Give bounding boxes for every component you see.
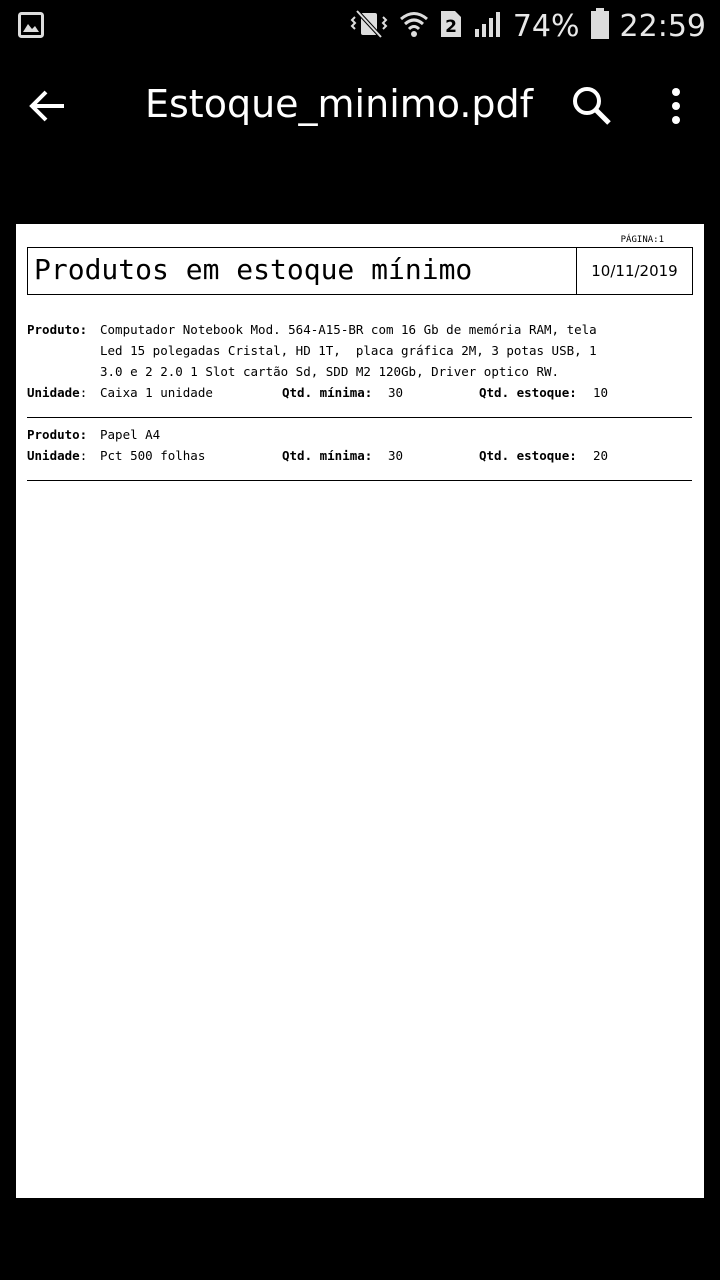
entry-divider bbox=[27, 417, 692, 418]
qtd-estoque-value: 20 bbox=[593, 448, 609, 463]
signal-strength-icon bbox=[473, 9, 503, 43]
back-arrow-icon[interactable] bbox=[28, 86, 68, 126]
wifi-icon bbox=[399, 9, 429, 43]
pdf-page[interactable] bbox=[16, 224, 704, 1198]
sim-slot-icon bbox=[439, 9, 463, 43]
clock: 22:59 bbox=[619, 8, 706, 44]
vibrate-mute-icon bbox=[349, 9, 389, 43]
report-date-value: 10/11/2019 bbox=[591, 262, 678, 280]
product-entry bbox=[27, 424, 691, 466]
qtd-estoque-label: Qtd. estoque: bbox=[479, 385, 577, 400]
unidade-label: Unidade: bbox=[27, 385, 88, 400]
unidade-label: Unidade: bbox=[27, 448, 88, 463]
produto-line: Computador Notebook Mod. 564-A15-BR com 16 Gb de memória RAM, tela bbox=[100, 322, 597, 337]
qtd-estoque-value: 10 bbox=[593, 385, 609, 400]
produto-label: Produto: bbox=[27, 322, 88, 337]
produto-line: Papel A4 bbox=[100, 427, 161, 442]
qtd-minima-value: 30 bbox=[388, 385, 404, 400]
qtd-minima-label: Qtd. mínima: bbox=[282, 448, 373, 463]
qtd-minima-label: Qtd. mínima: bbox=[282, 385, 373, 400]
qtd-estoque-label: Qtd. estoque: bbox=[479, 448, 577, 463]
gallery-notification-icon bbox=[18, 12, 44, 38]
unidade-value: Caixa 1 unidade bbox=[100, 385, 213, 400]
more-options-icon[interactable] bbox=[664, 84, 688, 128]
produto-line: Led 15 polegadas Cristal, HD 1T, placa gráfica 2M, 3 potas USB, 1 bbox=[100, 343, 597, 358]
product-entry bbox=[27, 319, 691, 403]
report-title: Produtos em estoque mínimo bbox=[34, 253, 473, 286]
page-number: PÁGINA:1 bbox=[620, 235, 664, 245]
qtd-minima-value: 30 bbox=[388, 448, 404, 463]
status-bar bbox=[0, 0, 720, 50]
battery-percent: 74% bbox=[512, 8, 580, 44]
produto-label: Produto: bbox=[27, 427, 88, 442]
sim-slot-number: 2 bbox=[444, 17, 457, 37]
search-icon[interactable] bbox=[570, 84, 614, 128]
unidade-value: Pct 500 folhas bbox=[100, 448, 206, 463]
battery-icon bbox=[590, 8, 610, 44]
entry-divider bbox=[27, 480, 692, 481]
report-date bbox=[576, 248, 692, 294]
document-title: Estoque_minimo.pdf bbox=[145, 82, 534, 126]
produto-line: 3.0 e 2 2.0 1 Slot cartão Sd, SDD M2 120Gb, Driver optico RW. bbox=[100, 364, 560, 379]
report-header bbox=[27, 247, 693, 295]
app-bar bbox=[0, 60, 720, 156]
